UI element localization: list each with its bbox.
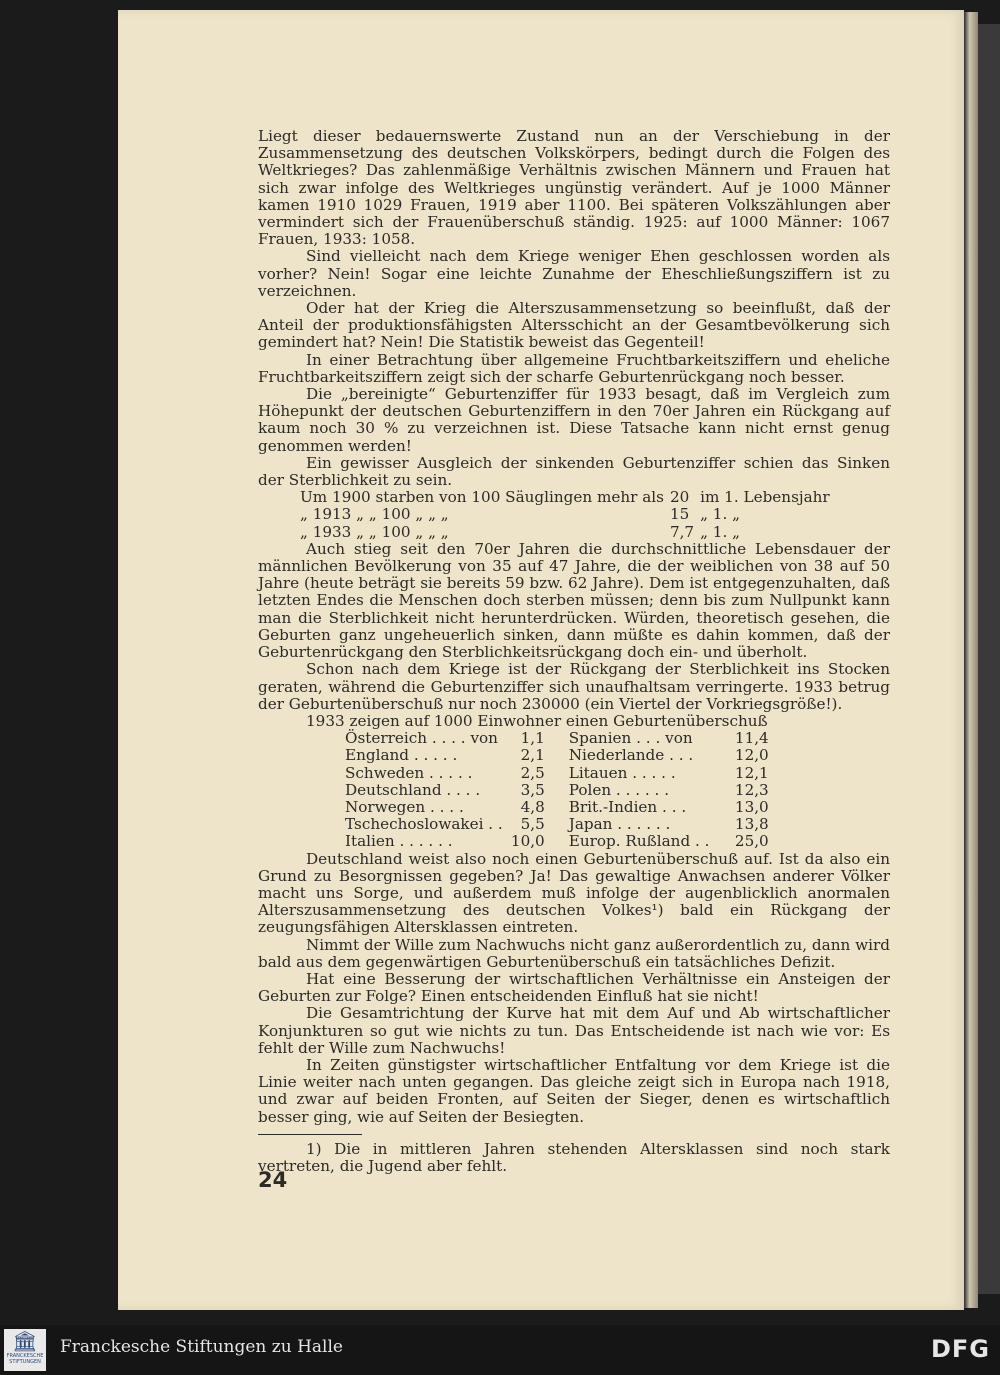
value-cell: 10,0 [510, 832, 545, 851]
page-text [258, 128, 890, 1175]
country-cell: Italien . . . . . . [345, 832, 453, 851]
value-cell: 12,3 [734, 780, 769, 799]
value-cell: 2,5 [520, 763, 545, 782]
table-cell: „ 1. „ [700, 522, 740, 541]
country-cell: Niederlande . . . [568, 746, 694, 765]
table-cell: im 1. Lebensjahr [700, 488, 830, 507]
value-cell: 3,5 [520, 780, 545, 799]
value-cell: 12,1 [734, 763, 769, 782]
country-cell: Schweden . . . . . [345, 763, 473, 782]
country-cell: Europ. Rußland . . [568, 832, 710, 851]
table-cell: 15 [669, 505, 690, 524]
value-cell: 13,0 [734, 797, 769, 816]
table-row [345, 816, 769, 833]
country-cell: Polen . . . . . . [568, 780, 670, 799]
footnote-divider [258, 1134, 362, 1135]
table-cell: „ 1. „ [700, 505, 740, 524]
paragraph: In einer Betrachtung über allgemeine Fruchtbarkeitsziffern und eheliche Fruchtbarkeitsziffern zeigt sich der scharfe Geburtenrückgang noch besser. [258, 350, 890, 386]
paragraph: Oder hat der Krieg die Alterszusammensetzung so beeinflußt, daß der Anteil der produktionsfähigsten Altersschicht an der Gesamtbevölkerung sich gemindert hat? Nein! Die Statistik beweist das Gegenteil! [258, 299, 890, 352]
value-cell: 1,1 [520, 729, 545, 748]
table-row [345, 730, 769, 747]
paragraph: Hat eine Besserung der wirtschaftlichen Verhältnisse ein Ansteigen der Geburten zur Folge? Einen entscheidenden Einfluß hat sie nicht! [258, 969, 890, 1006]
paragraph: Die „bereinigte“ Geburtenziffer für 1933 besagt, daß im Vergleich zum Höhepunkt der deutschen Geburtenziffern in den 70er Jahren ein Rückgang auf kaum noch 30 % zu verzeichnen ist. Diese Tatsache kann nicht ernst genug genommen werden! [258, 385, 890, 455]
value-cell: 12,0 [734, 746, 769, 765]
paragraph: Ein gewisser Ausgleich der sinkenden Geburtenziffer schien das Sinken der Sterblichkeit zu sein. [258, 453, 890, 490]
country-cell: Litauen . . . . . [568, 763, 676, 782]
paragraph: Liegt dieser bedauernswerte Zustand nun an der Verschiebung in der Zusammensetzung des deutschen Volkskörpers, bedingt durch die Folgen des Weltkrieges? Das zahlenmäßige Verhältnis zwischen Männern und Frauen hat sich zwar infolge des Weltkrieges ungünstig verändert. Auf je 1000 Männer kamen 1910 1029 Frauen, 1919 aber 1100. Bei späteren Volkszählungen aber vermindert sich der Frauenüberschuß ständig. 1925: auf 1000 Männer: 1067 Frauen, 1933: 1058. [258, 127, 890, 249]
value-cell: 13,8 [734, 815, 769, 834]
country-cell: Brit.-Indien . . . [568, 797, 687, 816]
dfg-logo[interactable]: DFG [930, 1335, 990, 1363]
country-cell: Spanien . . . von [568, 729, 693, 748]
value-cell: 11,4 [734, 729, 769, 748]
table-row [300, 506, 836, 523]
page-number: 24 [258, 1168, 288, 1192]
table-cell: Um 1900 starben von 100 Säuglingen mehr als [300, 488, 664, 507]
paragraph: 1933 zeigen auf 1000 Einwohner einen Geburtenüberschuß [306, 711, 768, 730]
institution-name[interactable]: Franckesche Stiftungen zu Halle [60, 1337, 343, 1357]
paragraph: Sind vielleicht nach dem Kriege weniger Ehen geschlossen worden als vorher? Nein! Sogar eine leichte Zunahme der Eheschließungsziffern ist zu verzeichnen. [258, 247, 890, 300]
table-row [300, 524, 836, 541]
table-cell: „ 1933 „ „ 100 „ „ „ [300, 522, 449, 541]
value-cell: 25,0 [734, 832, 769, 851]
birth-surplus-table [345, 730, 769, 850]
country-cell: Japan . . . . . . [568, 815, 671, 834]
country-cell: Tschechoslowakei . . [345, 815, 503, 834]
table-row [345, 833, 769, 850]
paragraph: Nimmt der Wille zum Nachwuchs nicht ganz außerordentlich zu, dann wird bald aus dem gegenwärtigen Geburtenüberschuß ein tatsächliches Defizit. [258, 935, 890, 971]
table-cell: „ 1913 „ „ 100 „ „ „ [300, 505, 449, 524]
building-icon: 🏛 [12, 1329, 38, 1353]
paragraph: Schon nach dem Kriege ist der Rückgang der Sterblichkeit ins Stocken geraten, während die Geburtenziffer sich unaufhaltsam verringerte. 1933 betrug der Geburtenüberschuß nur noch 230000 (ein Viertel der Vorkriegsgröße!). [258, 660, 890, 713]
value-cell: 4,8 [520, 797, 545, 816]
paragraph: Auch stieg seit den 70er Jahren die durchschnittliche Lebensdauer der männlichen Bevölkerung von 35 auf 47 Jahre, die der weiblichen von 38 auf 50 Jahre (heute beträgt sie bereits 59 bzw. 62 Jahre). Dem ist entgegenzuhalten, daß letzten Endes die Menschen doch sterben müssen; denn bis zum Nullpunkt kann man die Sterblichkeit nicht herunterdrücken. Würden, theoretisch gesehen, die Geburten ganz ungeheuerlich sinken, dann müßte es dahin kommen, daß der Geburtenrückgang den Sterblichkeitsrückgang doch ein- und überholt. [258, 539, 890, 662]
table-row [345, 747, 769, 764]
footnote: 1) Die in mittleren Jahren stehenden Altersklassen sind noch stark vertreten, die Jugend aber fehlt. [258, 1139, 890, 1175]
table-row [345, 799, 769, 816]
viewer-footer [0, 1325, 1000, 1375]
value-cell: 5,5 [520, 815, 545, 834]
logo-text: FRANCKESCHE STIFTUNGEN [6, 1353, 44, 1365]
book-spine [964, 12, 978, 1308]
paragraph: Die Gesamtrichtung der Kurve hat mit dem Auf und Ab wirtschaftlicher Konjunkturen so gut wie nichts zu tun. Das Entscheidende ist nach wie vor: Es fehlt der Wille zum Nachwuchs! [258, 1004, 890, 1057]
page-edge [978, 24, 1000, 1294]
table-row [300, 489, 836, 506]
country-cell: Österreich . . . . von [345, 729, 498, 748]
value-cell: 2,1 [520, 746, 545, 765]
infant-mortality-table [300, 489, 836, 541]
table-cell: 20 [669, 488, 690, 507]
table-cell: 7,7 [669, 522, 695, 541]
table-row [345, 765, 769, 782]
country-cell: England . . . . . [345, 746, 458, 765]
paragraph: Deutschland weist also noch einen Geburtenüberschuß auf. Ist da also ein Grund zu Besorgnissen gegeben? Ja! Das gewaltige Anwachsen anderer Völker macht uns Sorge, und außerdem muß infolge der augenblicklich anormalen Alterszusammensetzung des deutschen Volkes¹) bald ein Rückgang der zeugungsfähigen Altersklassen eintreten. [258, 849, 890, 937]
table-row [345, 782, 769, 799]
country-cell: Norwegen . . . . [345, 797, 464, 816]
institution-logo[interactable] [4, 1329, 46, 1371]
country-cell: Deutschland . . . . [345, 780, 481, 799]
paragraph: In Zeiten günstigster wirtschaftlicher Entfaltung vor dem Kriege ist die Linie weiter nach unten gegangen. Das gleiche zeigt sich in Europa nach 1918, und zwar auf beiden Fronten, auf Seiten der Sieger, denen es wirtschaftlich besser ging, wie auf Seiten der Besiegten. [258, 1055, 890, 1126]
